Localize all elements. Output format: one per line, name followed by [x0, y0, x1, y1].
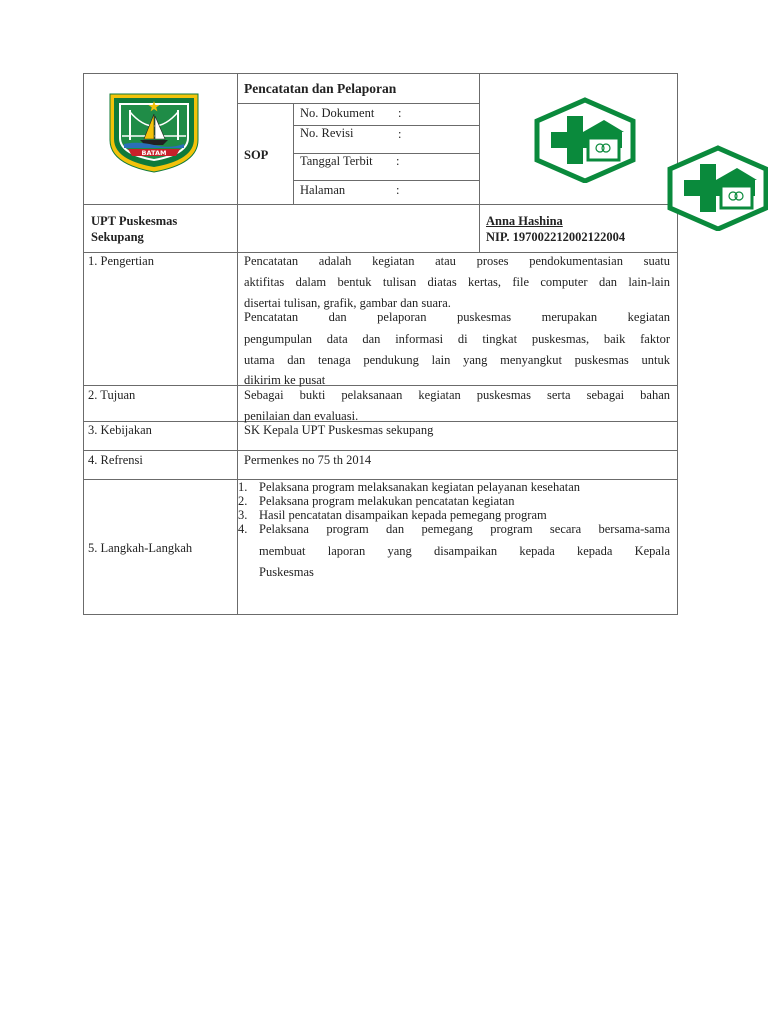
step-text: Hasil pencatatan disampaikan kepada pemegang program: [259, 508, 547, 522]
step-number: 4.: [238, 522, 248, 536]
meta-label-tanggal-terbit: Tanggal Terbit: [300, 154, 373, 168]
puskesmas-logo: [667, 145, 768, 231]
step-number: 2.: [238, 494, 248, 508]
table-row-divider: [83, 204, 678, 205]
table-border-left: [83, 73, 84, 615]
step-text: Pelaksana program dan pemegang program secara bersama-sama: [259, 522, 670, 536]
table-border-top: [83, 73, 678, 74]
table-row-divider: [83, 421, 678, 422]
kebijakan-text: SK Kepala UPT Puskesmas sekupang: [244, 423, 434, 437]
step-number: 1.: [238, 480, 248, 494]
step-text: Pelaksana program melaksanakan kegiatan pelayanan kesehatan: [259, 480, 581, 494]
section-label-kebijakan: 3. Kebijakan: [88, 423, 152, 437]
pengertian-line: utama dan tenaga pendukung lain yang menyangkut puskesmas untuk: [244, 353, 670, 367]
column-divider: [479, 73, 480, 253]
section-label-pengertian: 1. Pengertian: [88, 254, 154, 268]
pengertian-line: pengumpulan data dan informasi di tingkat puskesmas, baik faktor: [244, 332, 670, 346]
section-label-langkah: 5. Langkah-Langkah: [88, 541, 193, 555]
meta-label-no-dokument: No. Dokument: [300, 106, 375, 120]
section-label-tujuan: 2. Tujuan: [88, 388, 136, 402]
unit-name-line1: UPT Puskesmas: [91, 214, 178, 228]
pengertian-line: aktifitas dalam bentuk tulisan diatas kertas, file computer dan lain-lain: [244, 275, 670, 289]
pengertian-line: disertai tulisan, grafik, gambar dan suara.: [244, 296, 451, 310]
column-divider: [293, 103, 294, 205]
step-text-continuation: Puskesmas: [259, 565, 314, 579]
meta-separator: :: [396, 183, 400, 197]
unit-name-line2: Sekupang: [91, 230, 144, 244]
meta-separator: :: [396, 154, 400, 168]
signer-nip: NIP. 197002212002122004: [486, 230, 626, 244]
meta-separator: :: [398, 106, 402, 120]
meta-label-halaman: Halaman: [300, 183, 346, 197]
pengertian-line: Pencatatan adalah kegiatan atau proses pendokumentasian suatu: [244, 254, 670, 268]
pengertian-line: Pencatatan dan pelaporan puskesmas merupakan kegiatan: [244, 310, 670, 324]
title-divider: [237, 103, 479, 104]
meta-divider: [293, 180, 479, 181]
table-row-divider: [83, 450, 678, 451]
meta-label-no-revisi: No. Revisi: [300, 126, 354, 140]
sop-label: SOP: [244, 148, 269, 162]
refrensi-text: Permenkes no 75 th 2014: [244, 453, 372, 467]
document-title: Pencatatan dan Pelaporan: [244, 81, 397, 96]
pengertian-line: dikirim ke pusat: [244, 373, 326, 387]
tujuan-line: Sebagai bukti pelaksanaan kegiatan puskesmas serta sebagai bahan: [244, 388, 670, 402]
step-text: Pelaksana program melakukan pencatatan kegiatan: [259, 494, 515, 508]
table-border-bottom: [83, 614, 678, 615]
table-row-divider: [83, 385, 678, 386]
table-row-divider: [83, 252, 678, 253]
puskesmas-logo: [534, 97, 636, 183]
tujuan-line: penilaian dan evaluasi.: [244, 409, 359, 423]
meta-separator: :: [398, 127, 402, 141]
batam-emblem-logo: [108, 92, 200, 174]
step-text-continuation: membuat laporan yang disampaikan kepada kepada Kepala: [259, 544, 670, 558]
batam-emblem-text: BATAM: [141, 149, 167, 157]
step-number: 3.: [238, 508, 248, 522]
section-label-refrensi: 4. Refrensi: [88, 453, 143, 467]
signer-name: Anna Hashina: [486, 214, 563, 228]
